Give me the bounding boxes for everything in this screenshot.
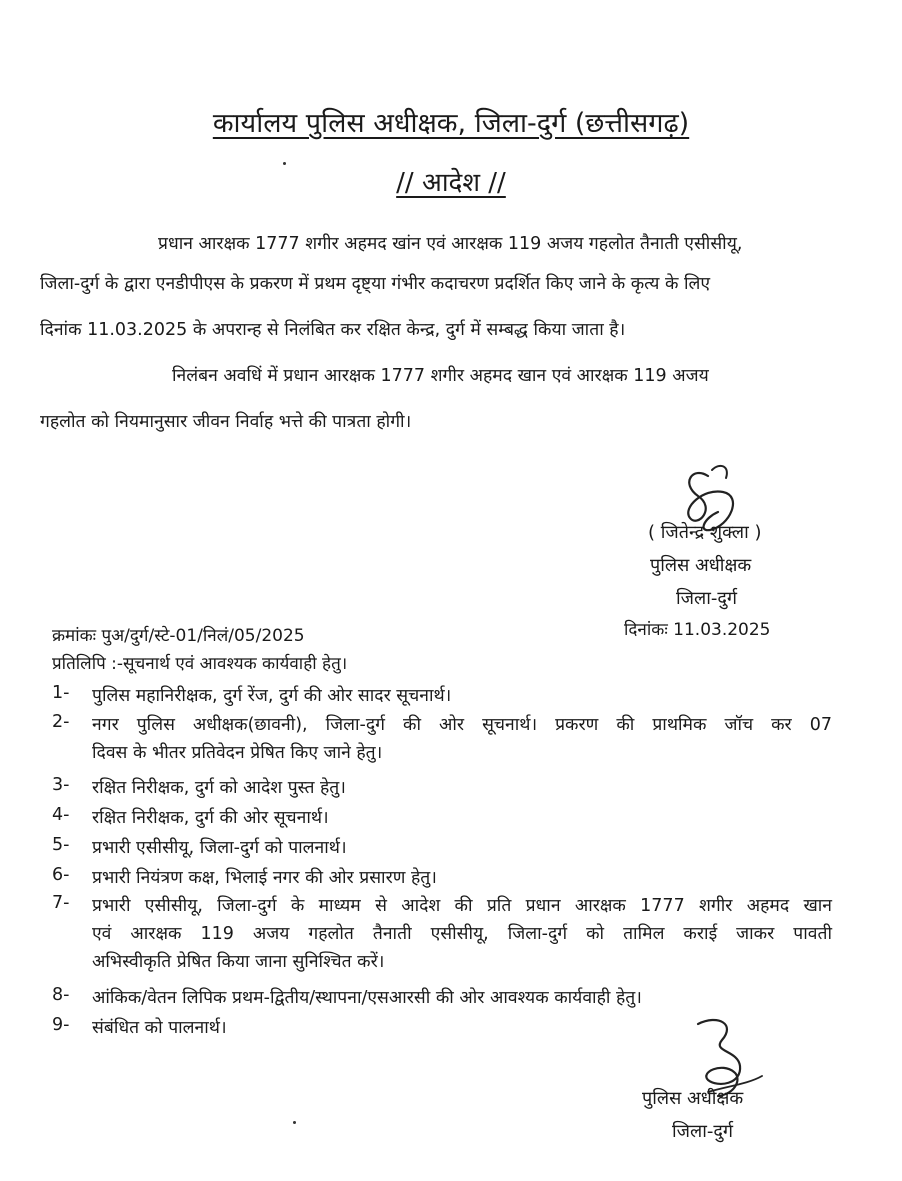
copy-item-text: अभिस्वीकृति प्रेषित किया जाना सुनिश्चित करें। [92, 952, 385, 972]
signatory-district: जिला-दुर्ग [676, 588, 738, 609]
copy-item-num: 6- [52, 865, 70, 885]
order-title: // आदेश // [396, 168, 506, 198]
para1-line1: प्रधान आरक्षक 1777 शगीर अहमद खांन एवं आरक्षक 119 अजय गहलोत तैनाती एसीसीयू, [158, 234, 743, 254]
copy-item-text: प्रभारी नियंत्रण कक्ष, भिलाई नगर की ओर प्रसारण हेतु। [92, 868, 437, 888]
para1-line3: दिनांक 11.03.2025 के अपरान्ह से निलंबित कर रक्षित केन्द्र, दुर्ग में सम्बद्ध किया जाता है। [40, 320, 626, 340]
copy-item-num: 2- [52, 712, 70, 732]
copy-item-text: संबंधित को पालनार्थ। [92, 1018, 227, 1038]
copy-item-text: रक्षित निरीक्षक, दुर्ग को आदेश पुस्त हेतु। [92, 778, 346, 798]
scan-speck [293, 1121, 296, 1124]
copy-item-num: 8- [52, 985, 70, 1005]
para2-line2: गहलोत को नियमानुसार जीवन निर्वाह भत्ते की पात्रता होगी। [40, 412, 412, 432]
signatory-designation-2: पुलिस अधीक्षक [642, 1088, 744, 1109]
signatory-name: ( जितेन्द्र शुक्ला ) [648, 522, 762, 543]
copy-item-num: 3- [52, 775, 70, 795]
copy-heading: प्रतिलिपि :-सूचनार्थ एवं आवश्यक कार्यवाही हेतु। [52, 654, 348, 674]
copy-item-num: 5- [52, 835, 70, 855]
copy-item-num: 1- [52, 683, 70, 703]
office-title: कार्यालय पुलिस अधीक्षक, जिला-दुर्ग (छत्तीसगढ़) [212, 108, 690, 139]
copy-item-text: नगर पुलिस अधीक्षक(छावनी), जिला-दुर्ग की ओर सूचनार्थ। प्रकरण की प्राथमिक जॉच कर 07 [92, 715, 832, 735]
copy-item-text: आंकिक/वेतन लिपिक प्रथम-द्वितीय/स्थापना/एसआरसी की ओर आवश्यक कार्यवाही हेतु। [92, 988, 642, 1008]
copy-item-text: दिवस के भीतर प्रतिवेदन प्रेषित किए जाने हेतु। [92, 743, 383, 763]
para1-line2: जिला-दुर्ग के द्वारा एनडीपीएस के प्रकरण में प्रथम दृष्ट्या गंभीर कदाचरण प्रदर्शित किए जाने के कृत्य के लिए [40, 274, 711, 294]
order-date: दिनांकः 11.03.2025 [624, 620, 771, 640]
reference-number: क्रमांकः पुअ/दुर्ग/स्टे-01/निलं/05/2025 [52, 626, 305, 646]
copy-item-text: पुलिस महानिरीक्षक, दुर्ग रेंज, दुर्ग की ओर सादर सूचनार्थ। [92, 686, 452, 706]
copy-item-text: प्रभारी एसीसीयू, जिला-दुर्ग के माध्यम से आदेश की प्रति प्रधान आरक्षक 1777 शगीर अहमद खान [92, 896, 832, 916]
signatory-designation: पुलिस अधीक्षक [650, 555, 752, 576]
copy-item-num: 7- [52, 893, 70, 913]
copy-item-text: प्रभारी एसीसीयू, जिला-दुर्ग को पालनार्थ। [92, 838, 347, 858]
para2-line1: निलंबन अवधिं में प्रधान आरक्षक 1777 शगीर अहमद खान एवं आरक्षक 119 अजय [172, 366, 709, 386]
copy-item-num: 4- [52, 805, 70, 825]
copy-item-text: रक्षित निरीक्षक, दुर्ग की ओर सूचनार्थ। [92, 808, 329, 828]
copy-item-text: एवं आरक्षक 119 अजय गहलोत तैनाती एसीसीयू, जिला-दुर्ग को तामिल कराई जाकर पावती [92, 924, 832, 944]
copy-item-num: 9- [52, 1015, 70, 1035]
signatory-district-2: जिला-दुर्ग [672, 1121, 734, 1142]
